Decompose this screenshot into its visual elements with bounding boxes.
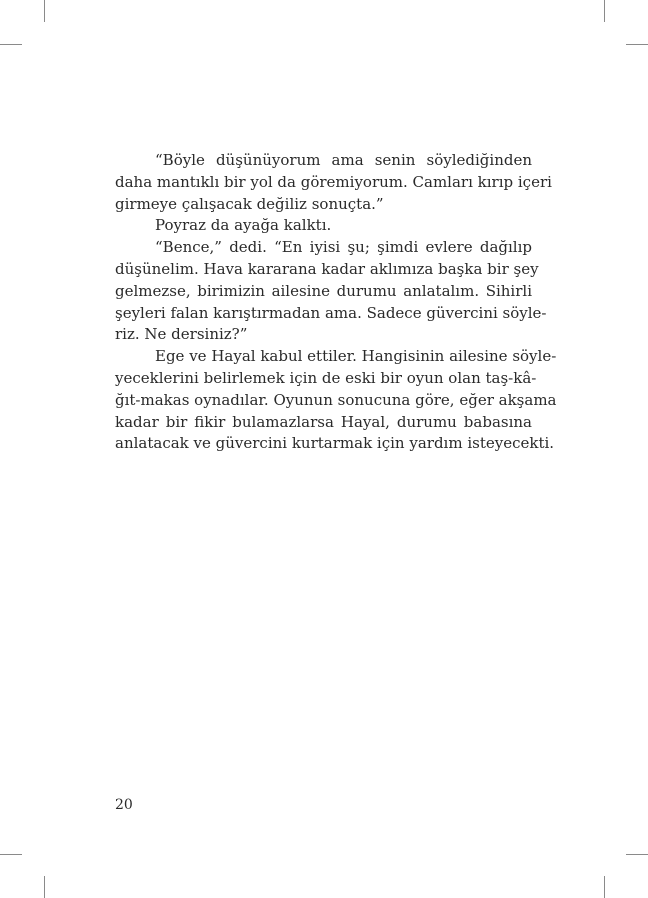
crop-mark-bottom-right-horizontal — [626, 854, 648, 855]
text-line: girmeye çalışacak değiliz sonuçta.” — [115, 194, 384, 213]
text-line: Poyraz da ayağa kalktı. — [155, 216, 332, 235]
crop-mark-top-right — [604, 0, 605, 22]
text-line: yeceklerini belirlemek için de eski bir oyun olan taş-kâ- — [115, 368, 537, 387]
crop-mark-top-left-horizontal — [0, 44, 22, 45]
crop-mark-bottom-left — [44, 876, 45, 898]
text-line: düşünelim. Hava kararana kadar aklımıza başka bir şey — [115, 259, 539, 278]
text-line: anlatacak ve güvercini kurtarmak için yardım isteyecekti. — [115, 434, 555, 453]
text-line: “Böyle düşünüyorum ama senin söylediğinden — [155, 151, 532, 169]
page-number: 20 — [115, 797, 133, 813]
crop-mark-bottom-right — [604, 876, 605, 898]
paragraph-2 — [115, 215, 532, 237]
body-text — [115, 150, 557, 455]
paragraph-1 — [115, 150, 552, 215]
text-line: daha mantıklı bir yol da göremiyorum. Camları kırıp içeri — [115, 172, 552, 191]
paragraph-4 — [115, 346, 557, 455]
text-line: riz. Ne dersiniz?” — [115, 325, 248, 344]
crop-mark-top-left — [44, 0, 45, 22]
crop-mark-bottom-left-horizontal — [0, 854, 22, 855]
crop-mark-top-right-horizontal — [626, 44, 648, 45]
text-line: kadar bir fikir bulamazlarsa Hayal, durumu babasına — [115, 412, 532, 431]
text-line: ğıt-makas oynadılar. Oyunun sonucuna göre, eğer akşama — [115, 390, 557, 409]
text-line: şeyleri falan karıştırmadan ama. Sadece güvercini söyle- — [115, 303, 547, 322]
text-line: Ege ve Hayal kabul ettiler. Hangisinin ailesine söyle- — [155, 347, 557, 366]
paragraph-3 — [115, 237, 547, 346]
text-line: “Bence,” dedi. “En iyisi şu; şimdi evlere dağılıp — [155, 238, 532, 257]
text-line: gelmezse, birimizin ailesine durumu anlatalım. Sihirli — [115, 281, 532, 300]
